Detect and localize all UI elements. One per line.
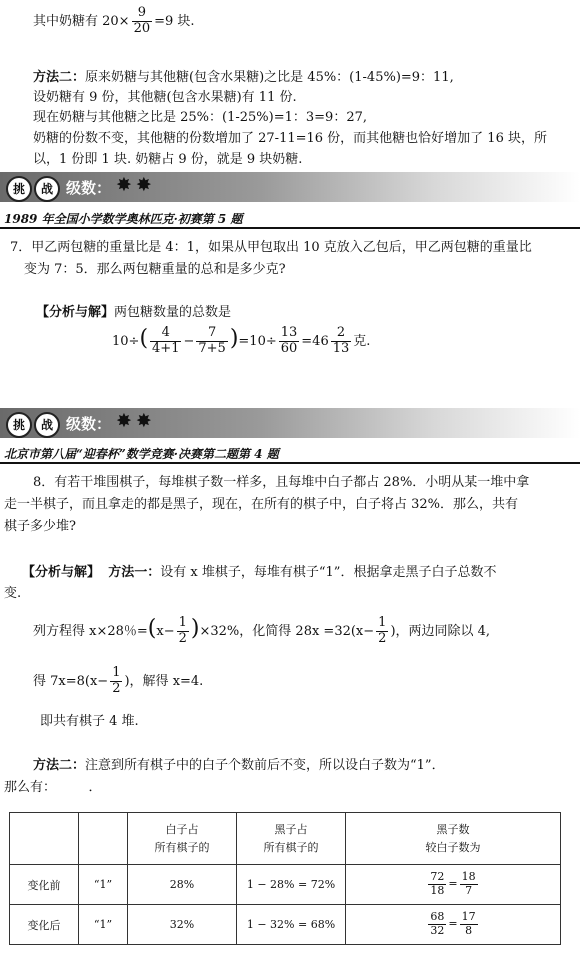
method2-line1 (33, 66, 454, 85)
frac-den: 60 (280, 341, 298, 356)
ratio-fraction (460, 871, 478, 897)
frac-num: 4 (150, 326, 181, 342)
frac-den: 8 (465, 924, 473, 937)
problem8-line3: 棋子多少堆? (4, 519, 76, 534)
fraction-1-2 (376, 616, 388, 647)
problem8-equation-2 (33, 666, 203, 697)
frac-den: 32 (430, 924, 445, 937)
method2-text: 原来奶糖与其他糖(包含水果糖)之比是 45%：(1-45%)=9：11, (85, 70, 454, 85)
problem7-analysis (36, 301, 231, 320)
table-row (10, 905, 561, 945)
method2-line3: 现在奶糖与其他糖之比是 25%：(1-25%)=1：3=9：27, (33, 110, 368, 125)
frac-num: 17 (461, 910, 476, 924)
method1-tail-prefix: 其中奶糖有 20× (33, 13, 130, 29)
level-stars-icon: ✸✸ (116, 174, 156, 196)
ratio-fraction (428, 911, 446, 937)
problem8-analysis (22, 561, 496, 580)
method2-line5: 以，1 份即 1 块. 奶糖占 9 份，就是 9 块奶糖. (33, 152, 303, 167)
challenge-banner-1 (0, 172, 580, 202)
fraction-1-2 (177, 616, 189, 647)
eq-minus: − (183, 334, 195, 349)
challenge-badge-zhan: 战 (34, 176, 60, 202)
frac-num: 2 (331, 326, 352, 342)
problem8-method2-line2: 那么有： ． (4, 780, 102, 795)
frac-num: 18 (461, 870, 476, 884)
method2-line4: 奶糖的份数不变，其他糖的份数增加了 27-11=16 份，而其他糖也恰好增加了 16 块，所 (33, 131, 547, 146)
problem8-source: 北京市第八届“迎春杯”数学竞赛·决赛第二题第 4 题 (4, 447, 279, 461)
eq-part: )，解得 x=4. (124, 673, 204, 689)
eq-part: x− (156, 624, 175, 639)
row-white: 28% (128, 865, 237, 905)
problem7-source: 1989 年全国小学数学奥林匹克·初赛第 5 题 (4, 212, 243, 226)
row-unit: “1” (79, 905, 128, 945)
fraction-7 (196, 326, 227, 357)
row-black: 1 − 28% = 72% (237, 865, 346, 905)
eq-part: 10÷ (112, 334, 140, 349)
row-unit: “1” (79, 865, 128, 905)
eq-part: =46 (301, 334, 329, 349)
problem8-answer: 即共有棋子 4 堆. (40, 714, 139, 729)
eq-part: 得 7x=8(x− (33, 673, 109, 689)
comparison-table (9, 812, 561, 945)
table-header-row (10, 813, 561, 865)
problem7-line2: 变为 7：5．那么两包糖重量的总和是多少克? (24, 262, 286, 277)
method2-label: 方法二： (33, 758, 86, 773)
challenge-banner-2 (0, 408, 580, 438)
frac-den: 20 (133, 20, 151, 36)
frac-num: 68 (430, 910, 445, 924)
analysis-text: 设有 x 堆棋子，每堆有棋子“1”．根据拿走黑子白子总数不 (160, 565, 497, 580)
divider-2 (0, 462, 580, 464)
method2-label: 方法二： (33, 70, 86, 85)
paren-close: ) (190, 616, 200, 641)
problem8-line1: 8．有若干堆围棋子，每堆棋子数一样多，且每堆中白子都占 28%．小明从某一堆中拿 (33, 475, 530, 490)
frac-num: 1 (112, 665, 121, 680)
frac-den: 2 (378, 631, 387, 646)
header-cell (79, 813, 128, 865)
ratio-fraction (460, 911, 478, 937)
ratio-fraction (428, 871, 446, 897)
method1-tail-suffix: =9 块. (154, 13, 195, 29)
fraction-1-2 (110, 666, 122, 697)
row-ratio: $\frac{68}{32}$ = $\frac{17}{8}$ (346, 905, 561, 945)
challenge-badge-zhan: 战 (34, 412, 60, 438)
problem7-line1: 7．甲乙两包糖的重量比是 4：1，如果从甲包取出 10 克放入乙包后，甲乙两包糖的重量比 (10, 240, 532, 255)
header-cell (10, 813, 79, 865)
paren-open: ( (147, 616, 157, 641)
level-label: 级数： (66, 415, 112, 433)
frac-den: 7+5 (198, 341, 226, 356)
analysis-label: 【分析与解】 (36, 305, 115, 320)
eq-part: 列方程得 x×28％= (33, 624, 148, 639)
paren-open: ( (139, 326, 149, 351)
problem7-equation (112, 326, 370, 357)
fraction-2-13 (331, 326, 352, 357)
challenge-badge-tiao: 挑 (6, 176, 32, 202)
level-label: 级数： (66, 179, 112, 197)
frac-den: 2 (178, 631, 187, 646)
frac-den: 13 (332, 341, 350, 356)
eq-part: =10÷ (238, 334, 277, 349)
frac-den: 7 (465, 884, 473, 897)
analysis-text: 两包糖数量的总数是 (114, 305, 232, 320)
method2-line2: 设奶糖有 9 份，其他糖(包含水果糖)有 11 份. (33, 90, 297, 105)
row-label: 变化后 (10, 905, 79, 945)
method2-text: 注意到所有棋子中的白子个数前后不变，所以设白子数为“1”． (85, 758, 445, 773)
frac-num: 7 (196, 326, 227, 342)
row-ratio: $\frac{72}{18}$ = $\frac{18}{7}$ (346, 865, 561, 905)
frac-num: 1 (178, 615, 187, 631)
header-white: 白子占 所有棋子的 (128, 813, 237, 865)
frac-num: 13 (280, 325, 298, 341)
fraction-9-20 (132, 6, 153, 37)
divider-1 (0, 227, 580, 229)
fraction-13-60 (279, 326, 300, 357)
analysis-label: 【分析与解】 (22, 565, 101, 580)
challenge-badge-tiao: 挑 (6, 412, 32, 438)
row-white: 32% (128, 905, 237, 945)
eq-unit: 克. (353, 334, 371, 349)
row-label: 变化前 (10, 865, 79, 905)
table-row (10, 865, 561, 905)
method1-tail-line (33, 6, 195, 37)
frac-num: 1 (378, 615, 387, 631)
header-black: 黑子占 所有棋子的 (237, 813, 346, 865)
eq-part: ×32%，化简得 28x =32(x− (199, 624, 375, 639)
problem8-method2 (33, 754, 445, 773)
paren-close: ) (229, 326, 239, 351)
problem8-analysis-line2: 变. (4, 586, 22, 601)
row-black: 1 − 32% = 68% (237, 905, 346, 945)
fraction-4 (150, 326, 181, 357)
problem8-line2: 走一半棋子，而且拿走的都是黑子，现在，在所有的棋子中，白子将占 32%．那么，共有 (4, 497, 519, 512)
header-ratio: 黑子数 较白子数为 (346, 813, 561, 865)
frac-den: 2 (112, 680, 121, 696)
problem8-equation-1 (33, 616, 490, 647)
frac-den: 18 (430, 884, 445, 897)
method1-label: 方法一： (108, 565, 161, 580)
eq-part: )，两边同除以 4, (390, 624, 491, 639)
frac-den: 4+1 (152, 341, 180, 356)
frac-num: 9 (132, 6, 153, 22)
frac-num: 72 (430, 870, 445, 884)
level-stars-icon: ✸✸ (116, 410, 156, 432)
